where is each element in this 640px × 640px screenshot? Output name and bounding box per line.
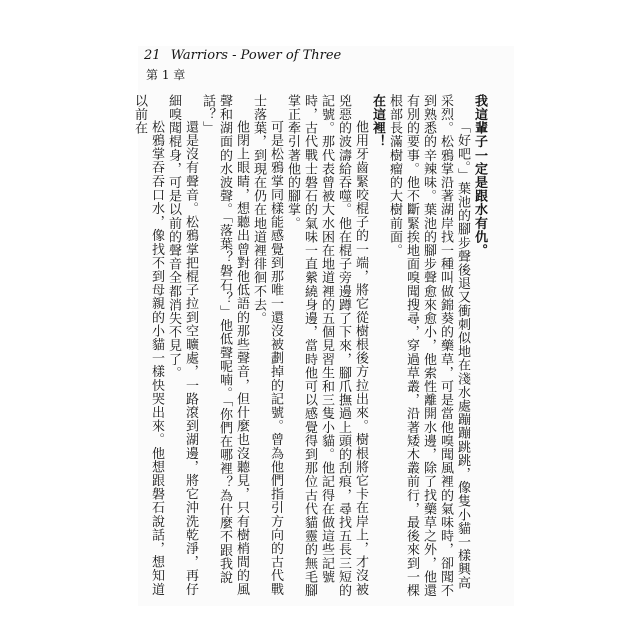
page-number: 21 <box>144 48 161 63</box>
paragraph: 他用牙齒緊咬棍子的一端，將它從樹根後方拉出來。樹根將它卡在岸上，才沒被兇惡的波濤給吞噬。他在棍子旁邊蹲了下來，腳爪撫過上頭的刮痕，尋找五長三短的記號。那代表曾被大水困在地道裡的五個見習生和三隻小貓。他記得在做這些記號時，古代戰士磐石的氣味一直縈繞身邊，當時他可以感覺得到那位古代貓靈的無毛腳掌正牽引著他的腳掌。 <box>285 94 368 598</box>
book-page <box>132 46 514 606</box>
paragraph: 我這輩子一定是跟水有仇。 <box>472 94 487 258</box>
paragraph: 可是松鴉掌同樣能感覺到那唯一還沒被劃掉的記號。曾為他們指引方向的古代戰士落葉，到現在仍在地道裡徘徊不去。 <box>251 94 283 596</box>
paragraph: 還是沒有聲音。松鴉掌把棍子拉到空曠處，一路滾到湖邊，將它沖洗乾淨，再仔細嗅聞棍身，可是以前的聲音全都消失不見了。 <box>166 94 198 596</box>
paragraph: 在這裡！ <box>370 94 385 149</box>
paragraph: 松鴉掌吞吞口水，像找不到母親的小貓一樣快哭出來。他想跟磐石說話，想知道以前在 <box>132 94 164 596</box>
running-header <box>144 48 341 64</box>
paragraph: 「好吧。」葉池的腳步聲後退又衝刺似地在淺水處蹦蹦跳跳，像隻小貓一樣興高采烈。松鴉掌沿著湖岸找一種叫做錦葵的藥草，可是當他嗅聞風裡的氣味時，卻聞不到熟悉的辛辣味。葉池的腳步聲愈來愈小，他索性離開水邊，除了找藥草之外，他還有別的要事。他不斷緊挨地面嗅聞搜尋，穿過草叢，沿著矮木叢前行，最後來到一棵根部長滿樹瘤的大樹前面。 <box>387 94 470 598</box>
paragraph: 他閉上眼睛，想聽出曾對他低語的那些聲音，但什麼也沒聽見，只有樹梢間的風聲和湖面的水波聲。「落葉？磐石？」他低聲呢喃。「你們在哪裡？為什麼不跟我說話？」 <box>200 94 249 596</box>
vertical-text-body <box>132 94 488 600</box>
chapter-label: 第 1 章 <box>146 68 186 82</box>
book-title: Warriors - Power of Three <box>170 48 342 63</box>
